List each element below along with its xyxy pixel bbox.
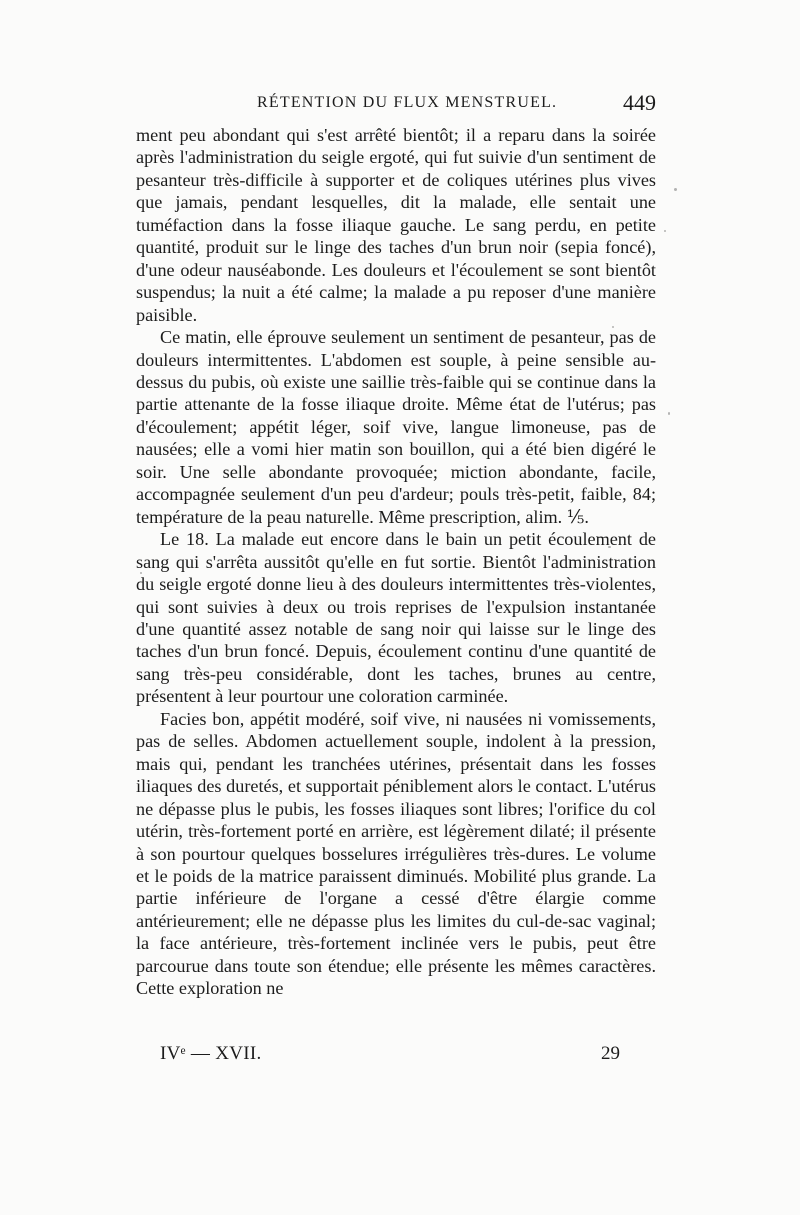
paragraph-1: ment peu abondant qui s'est arrêté bientôt; il a reparu dans la soirée après l'administration du seigle ergoté, qui fut suivie d'un sentiment de pesanteur très-difficile à supporter et de coliques utérines plus vives que jamais, pendant lesquelles, dit la malade, elle sentait une tuméfaction dans la fosse iliaque gauche. Le sang perdu, en petite quantité, produit sur le linge des taches d'un brun noir (sepia foncé), d'une odeur nauséabonde. Les douleurs et l'écoulement se sont bientôt suspendus; la nuit a été calme; la malade a pu reposer d'une manière paisible. [136,125,656,325]
paragraph-4: Facies bon, appétit modéré, soif vive, ni nausées ni vomissements, pas de selles. Abdomen actuellement souple, indolent à la pression, mais qui, pendant les tranchées utérines, présentait dans les fosses iliaques des duretés, et supportait péniblement alors le contact. L'utérus ne dépasse plus le pubis, les fosses iliaques sont libres; l'orifice du col utérin, très-fortement porté en arrière, est légèrement dilaté; il présente à son pourtour quelques bosselures irrégulières très-dures. Le volume et le poids de la matrice paraissent diminués. Mobilité plus grande. La partie inférieure de l'organe a cessé d'être élargie comme antérieurement; elle ne dépasse plus les limites du cul-de-sac vaginal; la face antérieure, très-fortement inclinée vers le pubis, peut être parcourue dans toute son étendue; elle présente les mêmes caractères. Cette exploration ne [136,708,656,999]
page-number: 449 [623,90,656,115]
print-speck [608,546,611,548]
print-speck [140,572,142,574]
print-speck [674,188,677,191]
body-text [136,124,656,1000]
paragraph-3: Le 18. La malade eut encore dans le bain un petit écoulement de sang qui s'arrêta aussitôt qu'elle en fut sortie. Bientôt l'administration du seigle ergoté donne lieu à des douleurs intermittentes très-violentes, qui sont suivies à deux ou trois reprises de l'expulsion instantanée d'une quantité assez notable de sang noir qui laisse sur le linge des taches d'un brun foncé. Depuis, écoulement continu d'une quantité de sang très-peu considérable, dont les taches, brunes au centre, présentent à leur pourtour une coloration carminée. [136,529,656,707]
page-header [136,90,656,120]
running-title: RÉTENTION DU FLUX MENSTRUEL. [257,94,558,111]
print-speck [664,230,666,232]
print-speck [668,412,670,415]
print-speck [612,326,614,328]
signature-label: IVᵉ — XVII. [160,1043,262,1064]
signature-number: 29 [601,1043,620,1064]
printer-signature [160,1043,620,1073]
paragraph-2: Ce matin, elle éprouve seulement un sentiment de pesanteur, pas de douleurs intermittentes. L'abdomen est souple, à peine sensible au-dessus du pubis, où existe une saillie très-faible qui se continue dans la partie attenante de la fosse iliaque droite. Même état de l'utérus; pas d'écoulement; appétit léger, soif vive, langue limoneuse, pas de nausées; elle a vomi hier matin son bouillon, qui a été bien digéré le soir. Une selle abondante provoquée; miction abondante, facile, accompagnée seulement d'un peu d'ardeur; pouls très-petit, faible, 84; température de la peau naturelle. Même prescription, alim. ⅕. [136,327,656,527]
